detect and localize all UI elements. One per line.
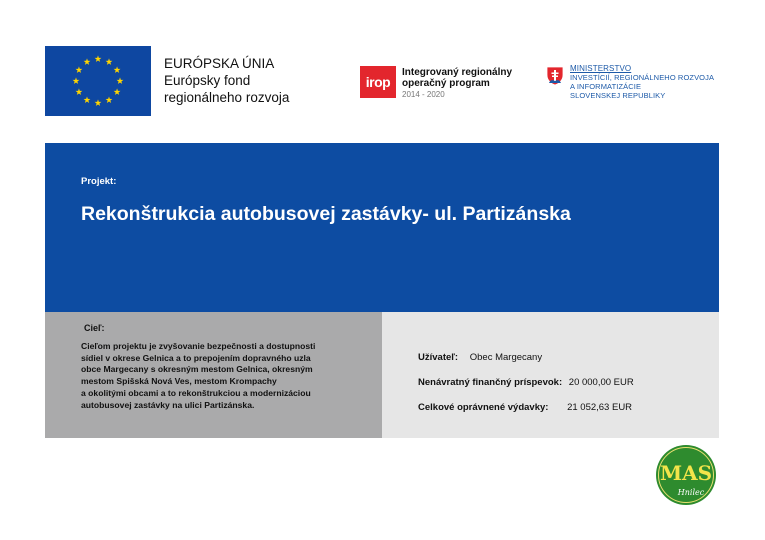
costs-key: Celkové oprávnené výdavky: [418, 402, 549, 413]
irop-line1: Integrovaný regionálny [402, 67, 513, 78]
mas-letters: MAS [659, 461, 713, 485]
irop-line2: operačný program [402, 78, 490, 89]
eu-star-icon [114, 88, 121, 95]
costs-row [418, 402, 632, 413]
user-row [418, 352, 542, 363]
goal-line: autobusovej zastávky na ulici Partizánska. [81, 399, 255, 410]
eu-star-icon [117, 77, 124, 84]
eu-star-icon [106, 58, 113, 65]
eu-star-icon [114, 66, 121, 73]
eu-star-icon [73, 77, 80, 84]
goal-line: mestom Spišská Nová Ves, mestom Krompachy [81, 376, 277, 387]
user-key: Užívateľ: [418, 352, 459, 363]
eu-star-icon [95, 55, 102, 62]
project-band [45, 143, 719, 312]
goal-label: Cieľ: [84, 323, 105, 333]
eu-star-icon [76, 66, 83, 73]
goal-panel [45, 312, 382, 438]
goal-line: Cieľom projektu je zvyšovanie bezpečnosti a dostupnosti [81, 341, 316, 351]
info-panel [382, 312, 719, 438]
goal-description [81, 341, 381, 411]
mas-hnilec-logo [655, 444, 717, 506]
eu-flag-icon [45, 46, 151, 116]
goal-line: obce Margecany s okresným mestom Gelnica, okresným [81, 364, 313, 375]
eu-title: EURÓPSKA ÚNIA [164, 56, 275, 71]
eu-star-icon [84, 58, 91, 65]
mas-script: Hnilec [677, 488, 705, 497]
ministry-line3: SLOVENSKEJ REPUBLIKY [570, 91, 666, 100]
irop-logo [360, 66, 396, 98]
irop-years: 2014 - 2020 [402, 90, 445, 99]
ministry-line1: INVESTÍCIÍ, REGIONÁLNEHO ROZVOJA [570, 73, 715, 82]
slovak-coat-of-arms-icon [546, 66, 564, 86]
project-title: Rekonštrukcia autobusovej zastávky- ul. Partizánska [81, 203, 571, 225]
ministry-caption [570, 64, 714, 100]
costs-value: 21 052,63 EUR [567, 402, 633, 413]
goal-line: sídiel v okrese Gelnica a to prepojením dopravného uzla [81, 352, 311, 363]
eu-caption [164, 55, 289, 106]
grant-value: 20 000,00 EUR [568, 377, 634, 388]
eu-star-icon [76, 88, 83, 95]
user-value: Obec Margecany [469, 352, 543, 363]
project-label: Projekt: [81, 176, 117, 187]
eu-star-icon [106, 96, 113, 103]
ministry-title: MINISTERSTVO [570, 64, 632, 73]
grant-row [418, 377, 634, 388]
eu-fund-subtitle: regionálneho rozvoja [164, 90, 290, 105]
goal-line: a okolitými obcami a to rekonštrukciou a modernizáciou [81, 387, 311, 398]
irop-logo-text: irop [365, 74, 391, 90]
grant-key: Nenávratný finančný príspevok: [418, 377, 563, 388]
eu-stars [45, 46, 151, 116]
eu-star-icon [95, 99, 102, 106]
eu-star-icon [84, 96, 91, 103]
irop-caption [402, 67, 512, 100]
eu-fund: Európsky fond [164, 73, 251, 88]
ministry-line2: A INFORMATIZÁCIE [570, 82, 642, 91]
